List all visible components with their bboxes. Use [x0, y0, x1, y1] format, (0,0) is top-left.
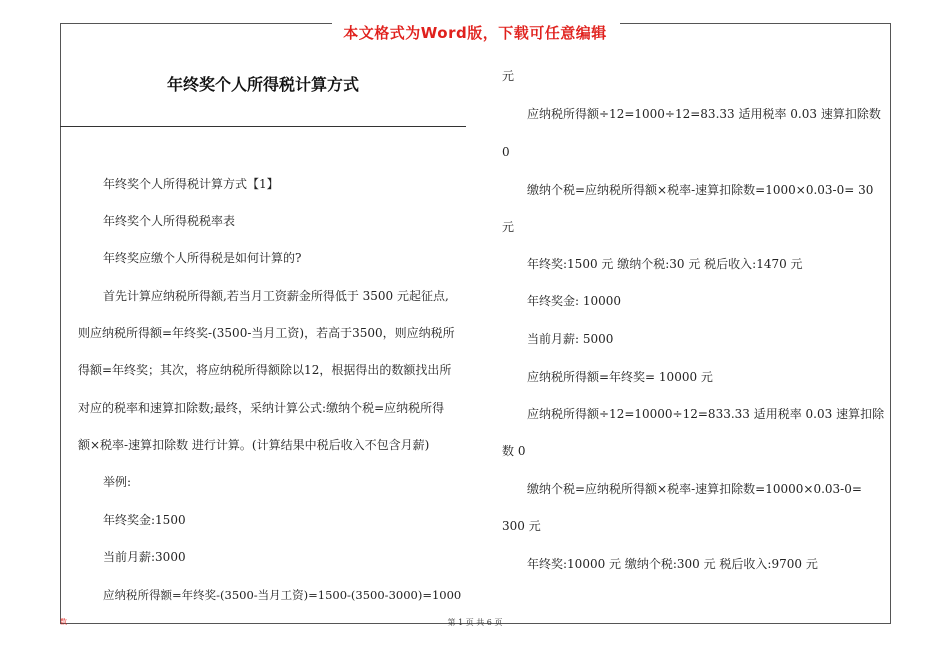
right-line: 应纳税所得额=年终奖= 10000 元 [527, 370, 713, 384]
word-format-banner: 本文格式为Word版，下载可任意编辑 [343, 24, 607, 42]
right-line: 元 [502, 220, 515, 234]
left-line: 年终奖个人所得税计算方式【1】 [103, 177, 279, 191]
left-line: 年终奖应缴个人所得税是如何计算的? [103, 251, 302, 265]
left-line: 年终奖个人所得税税率表 [103, 214, 236, 228]
right-line: 300 元 [502, 519, 541, 533]
right-line: 应纳税所得额÷12=10000÷12=833.33 适用税率 0.03 速算扣除 [527, 407, 885, 421]
left-line: 年终奖金:1500 [103, 513, 186, 527]
right-line: 缴纳个税=应纳税所得额×税率-速算扣除数=10000×0.03-0= [527, 482, 862, 496]
right-line: 年终奖:1500 元 缴纳个税:30 元 税后收入:1470 元 [527, 257, 803, 271]
page-number-footer: 第 1 页 共 6 页 [447, 618, 503, 627]
left-line: 额×税率-速算扣除数 进行计算。(计算结果中税后收入不包含月薪) [78, 438, 430, 452]
right-line: 年终奖:10000 元 缴纳个税:300 元 税后收入:9700 元 [527, 557, 818, 571]
left-line: 应纳税所得额=年终奖-(3500-当月工资)=1500-(3500-3000)=1000 [103, 588, 462, 602]
left-line: 当前月薪:3000 [103, 550, 186, 564]
right-line: 元 [502, 69, 515, 83]
corner-mark: 数 [60, 618, 67, 626]
title-divider [60, 126, 466, 127]
left-line: 则应纳税所得额=年终奖-(3500-当月工资)，若高于3500，则应纳税所 [78, 326, 455, 340]
document-title: 年终奖个人所得税计算方式 [166, 75, 359, 94]
left-line: 首先计算应纳税所得额,若当月工资薪金所得低于 3500 元起征点, [103, 289, 449, 303]
right-line: 当前月薪: 5000 [527, 332, 614, 346]
right-line: 缴纳个税=应纳税所得额×税率-速算扣除数=1000×0.03-0= 30 [527, 183, 874, 197]
right-line: 0 [502, 145, 510, 159]
left-line: 举例: [103, 475, 132, 489]
left-line: 对应的税率和速算扣除数;最终，采纳计算公式:缴纳个税=应纳税所得 [78, 401, 445, 415]
right-line: 年终奖金: 10000 [527, 294, 622, 308]
right-line: 应纳税所得额÷12=1000÷12=83.33 适用税率 0.03 速算扣除数 [527, 107, 881, 121]
right-line: 数 0 [502, 444, 526, 458]
left-line: 得额=年终奖；其次，将应纳税所得额除以12，根据得出的数额找出所 [78, 363, 452, 377]
